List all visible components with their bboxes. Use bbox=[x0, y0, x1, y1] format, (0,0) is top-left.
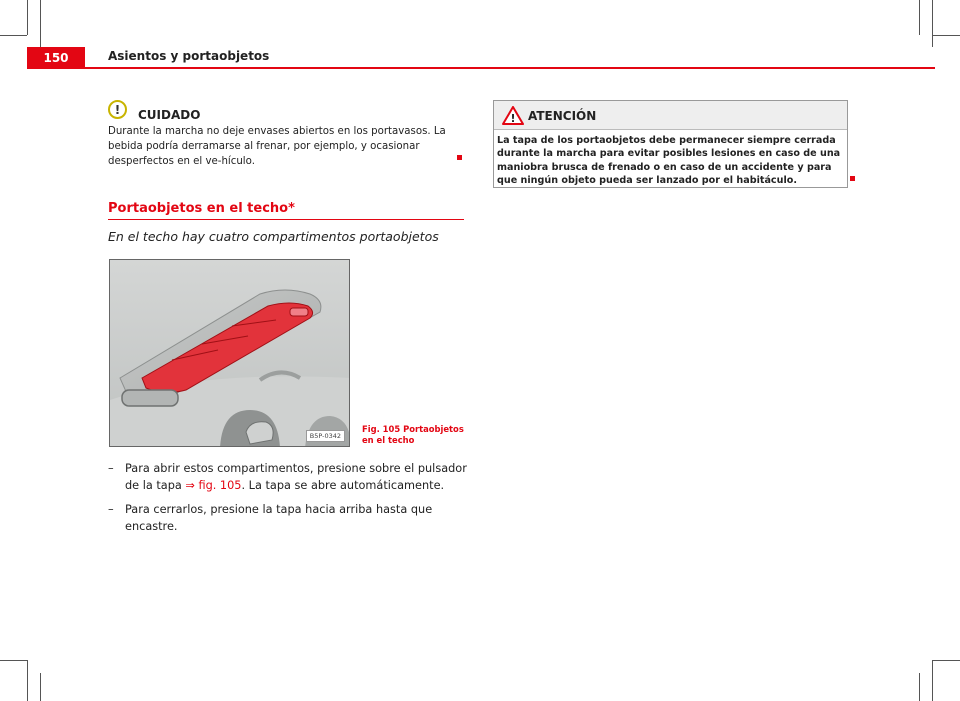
list-item-text-start: Para abrir estos compartimentos, presione sobre el pulsador de la tapa bbox=[125, 462, 467, 492]
page-number: 150 bbox=[27, 47, 85, 69]
list-item bbox=[108, 460, 468, 494]
list-item-text bbox=[125, 460, 468, 494]
chapter-title: Asientos y portaobjetos bbox=[108, 49, 270, 63]
figure-reference-link[interactable]: ⇒ fig. 105 bbox=[185, 479, 242, 492]
warning-text: La tapa de los portaobjetos debe permanecer siempre cerrada durante la marcha para evitar posibles lesiones en caso de una maniobra brusca de frenado o en caso de un accidente y para que ningún objeto pueda ser lanzado por el habitáculo. bbox=[497, 135, 841, 186]
list-item-text-end: . La tapa se abre automáticamente. bbox=[241, 479, 445, 492]
warning-triangle-icon bbox=[502, 106, 524, 125]
caution-end-mark bbox=[457, 155, 462, 160]
section-title: Portaobjetos en el techo* bbox=[108, 201, 295, 216]
overhead-compartments-illustration bbox=[110, 260, 350, 447]
caution-icon-glyph: ! bbox=[114, 102, 121, 117]
warning-title: ATENCIÓN bbox=[528, 109, 597, 123]
figure-code: B5P-0342 bbox=[306, 430, 345, 442]
caution-text: Durante la marcha no deje envases abiertos en los portavasos. La bebida podría derramarse al frenar, por ejemplo, y ocasionar desperfectos en el ve-hículo. bbox=[108, 126, 446, 167]
warning-header bbox=[494, 101, 847, 130]
list-item-text: Para cerrarlos, presione la tapa hacia arriba hasta que encastre. bbox=[125, 503, 433, 533]
list-dash: – bbox=[108, 462, 114, 475]
figure-overhead-compartments bbox=[109, 259, 350, 447]
caution-icon bbox=[108, 100, 127, 119]
section-subtitle: En el techo hay cuatro compartimentos portaobjetos bbox=[108, 229, 439, 244]
list-dash: – bbox=[108, 503, 114, 516]
list-item bbox=[108, 501, 468, 535]
caution-title: CUIDADO bbox=[138, 108, 201, 122]
warning-icon-glyph: ! bbox=[510, 112, 516, 125]
warning-end-mark bbox=[850, 176, 855, 181]
section-rule bbox=[108, 219, 464, 220]
header-rule bbox=[27, 67, 935, 69]
figure-caption: Fig. 105 Portaobjetos en el techo bbox=[362, 424, 464, 445]
warning-box bbox=[493, 100, 848, 188]
